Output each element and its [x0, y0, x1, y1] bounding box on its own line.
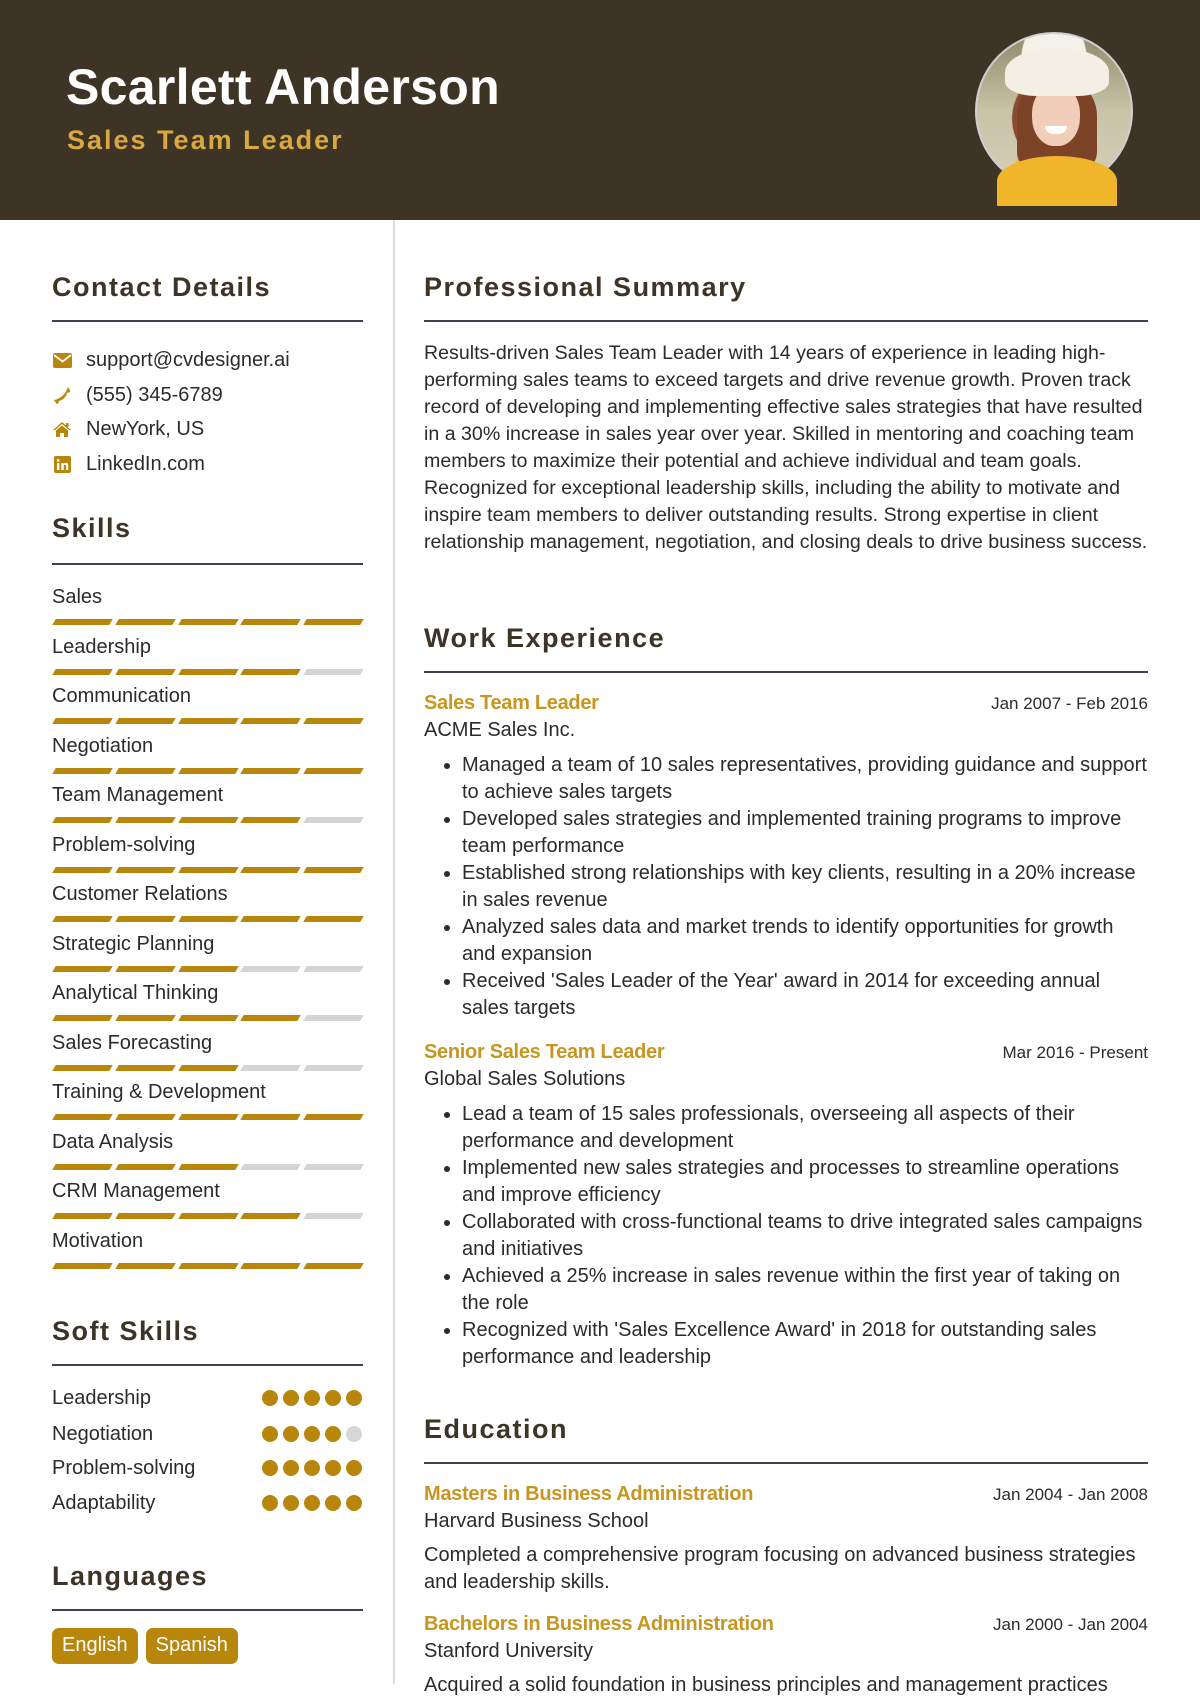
- skill-level-segment: [52, 718, 112, 724]
- phone-icon: [52, 385, 72, 405]
- skill-level-segment: [52, 768, 112, 774]
- rating-dot: [304, 1426, 320, 1442]
- education-description: Completed a comprehensive program focusing on advanced business strategies and leadership skills.: [424, 1544, 1136, 1593]
- skill-label: CRM Management: [52, 1180, 220, 1202]
- rating-dot: [283, 1390, 299, 1406]
- skill-level-segment: [303, 1213, 363, 1219]
- rating-dot: [304, 1495, 320, 1511]
- degree-title: Bachelors in Business Administration: [424, 1613, 774, 1635]
- contact-email-text: support@cvdesigner.ai: [86, 348, 290, 371]
- degree-title: Masters in Business Administration: [424, 1483, 754, 1505]
- skills-heading: Skills: [52, 513, 132, 543]
- skill-item: [52, 1129, 362, 1170]
- skill-level-segment: [178, 916, 238, 922]
- skill-level-segment: [52, 1263, 112, 1269]
- education-dates: Jan 2000 - Jan 2004: [992, 1615, 1148, 1634]
- skill-level-segment: [178, 1015, 238, 1021]
- photo-shirt: [997, 156, 1117, 206]
- summary-rule: [424, 320, 1148, 322]
- languages-list: [52, 1628, 238, 1664]
- rating-dot: [262, 1426, 278, 1442]
- soft-skill-item: [52, 1453, 362, 1483]
- skill-level-segment: [178, 966, 238, 972]
- skill-item: [52, 584, 362, 625]
- skill-level-segment: [52, 619, 112, 625]
- skill-level-segment: [241, 1114, 301, 1120]
- rating-dot: [346, 1426, 362, 1442]
- skill-level-segment: [52, 1164, 112, 1170]
- skill-level-segment: [303, 867, 363, 873]
- contact-location-text: NewYork, US: [86, 417, 205, 440]
- rating-dot: [283, 1460, 299, 1476]
- skill-level-segment: [52, 669, 112, 675]
- skill-level-segment: [52, 1015, 112, 1021]
- skill-level-bar: [52, 768, 362, 774]
- skill-level-bar: [52, 1213, 362, 1219]
- skill-item: [52, 1079, 362, 1120]
- contact-rule: [52, 320, 363, 322]
- skill-level-segment: [241, 669, 301, 675]
- skill-level-segment: [52, 867, 112, 873]
- skill-level-segment: [303, 916, 363, 922]
- skill-level-segment: [178, 867, 238, 873]
- skill-label: Leadership: [52, 635, 151, 658]
- skill-item: [52, 1030, 362, 1071]
- skill-level-bar: [52, 1015, 362, 1021]
- candidate-name: Scarlett Anderson: [66, 59, 500, 115]
- skill-level-segment: [178, 1065, 238, 1071]
- skill-label: Data Analysis: [52, 1130, 174, 1153]
- contact-linkedin-text: LinkedIn.com: [86, 452, 205, 475]
- soft-skill-rating: [262, 1426, 362, 1442]
- skill-item: [52, 634, 362, 675]
- education-entry: [424, 1613, 1148, 1699]
- rating-dot: [325, 1495, 341, 1511]
- job-bullet: • Received 'Sales Leader of the Year' award in 2014 for exceeding annual sales targets: [462, 968, 1148, 1022]
- skill-level-segment: [115, 1114, 175, 1120]
- profile-photo: [975, 32, 1133, 190]
- skill-level-segment: [303, 718, 363, 724]
- skill-level-segment: [241, 1263, 301, 1269]
- skill-item: [52, 1178, 362, 1219]
- rating-dot: [304, 1390, 320, 1406]
- skill-item: [52, 881, 362, 922]
- contact-location: [52, 414, 204, 444]
- skill-item: [52, 980, 362, 1021]
- skill-level-segment: [115, 669, 175, 675]
- work-entry: [424, 692, 1148, 1022]
- soft-skill-label: Problem-solving: [52, 1456, 196, 1479]
- skill-level-segment: [241, 1065, 301, 1071]
- resume-header: [0, 0, 1200, 220]
- work-heading: Work Experience: [424, 623, 666, 653]
- contact-phone-text: (555) 345-6789: [86, 383, 223, 406]
- skill-label: Sales: [52, 586, 103, 608]
- education-heading: Education: [424, 1414, 569, 1444]
- skill-level-bar: [52, 718, 362, 724]
- education-rule: [424, 1462, 1148, 1464]
- skill-level-segment: [303, 1164, 363, 1170]
- rating-dot: [346, 1390, 362, 1406]
- skill-label: Negotiation: [52, 734, 154, 757]
- skill-level-segment: [303, 1015, 363, 1021]
- skill-level-segment: [115, 817, 175, 823]
- job-bullet: • Developed sales strategies and implemented training programs to improve team performance: [462, 806, 1148, 860]
- skill-label: Customer Relations: [52, 883, 228, 905]
- skill-label: Problem-solving: [52, 833, 196, 856]
- skill-level-bar: [52, 1263, 362, 1269]
- skill-level-segment: [303, 1263, 363, 1269]
- rating-dot: [283, 1495, 299, 1511]
- school-name: Harvard Business School: [424, 1510, 649, 1532]
- skill-level-bar: [52, 867, 362, 873]
- skill-level-bar: [52, 669, 362, 675]
- soft-skill-rating: [262, 1390, 362, 1406]
- skill-label: Motivation: [52, 1229, 144, 1252]
- skill-level-segment: [115, 768, 175, 774]
- job-bullet: • Analyzed sales data and market trends to identify opportunities for growth and expansion: [462, 914, 1148, 968]
- column-divider: [393, 220, 395, 1684]
- rating-dot: [346, 1495, 362, 1511]
- skill-label: Training & Development: [52, 1081, 266, 1103]
- company-name: Global Sales Solutions: [424, 1068, 626, 1090]
- skill-level-bar: [52, 817, 362, 823]
- job-bullet: • Collaborated with cross-functional teams to drive integrated sales campaigns and initiatives: [462, 1209, 1148, 1263]
- skill-level-segment: [52, 1114, 112, 1120]
- skill-label: Team Management: [52, 784, 224, 806]
- soft-skill-label: Adaptability: [52, 1491, 156, 1514]
- skill-level-segment: [115, 916, 175, 922]
- soft-skill-label: Negotiation: [52, 1422, 154, 1445]
- linkedin-icon: [52, 454, 72, 474]
- skill-level-segment: [303, 966, 363, 972]
- skill-level-segment: [178, 1164, 238, 1170]
- job-bullet: • Implemented new sales strategies and processes to streamline operations and improve efficiency: [462, 1155, 1148, 1209]
- skill-level-segment: [303, 817, 363, 823]
- skill-level-segment: [178, 619, 238, 625]
- skill-level-segment: [241, 619, 301, 625]
- skill-item: [52, 931, 362, 972]
- contact-phone[interactable]: [52, 380, 223, 410]
- skill-level-segment: [241, 916, 301, 922]
- languages-rule: [52, 1609, 363, 1611]
- soft-skill-item: [52, 1488, 362, 1518]
- job-bullets: [424, 1101, 1148, 1371]
- skill-level-segment: [115, 1213, 175, 1219]
- school-name: Stanford University: [424, 1640, 593, 1662]
- soft-skill-item: [52, 1383, 362, 1413]
- rating-dot: [346, 1460, 362, 1476]
- rating-dot: [325, 1460, 341, 1476]
- skill-level-segment: [115, 718, 175, 724]
- company-name: ACME Sales Inc.: [424, 719, 576, 741]
- job-bullet: • Recognized with 'Sales Excellence Award' in 2018 for outstanding sales performance and leadership: [462, 1317, 1148, 1371]
- languages-heading: Languages: [52, 1561, 209, 1591]
- skill-label: Communication: [52, 685, 191, 707]
- soft-skill-label: Leadership: [52, 1386, 151, 1409]
- skill-level-bar: [52, 619, 362, 625]
- job-title: Sales Team Leader: [424, 692, 599, 714]
- home-icon: [52, 419, 72, 439]
- skill-item: [52, 733, 362, 774]
- summary-heading: Professional Summary: [424, 272, 747, 302]
- skill-label: Sales Forecasting: [52, 1031, 213, 1054]
- contact-email[interactable]: [52, 345, 290, 375]
- skill-level-segment: [115, 1065, 175, 1071]
- skill-level-bar: [52, 916, 362, 922]
- skill-level-segment: [115, 1263, 175, 1269]
- soft-skill-rating: [262, 1460, 362, 1476]
- language-pill-english: English: [52, 1628, 138, 1664]
- skill-level-segment: [303, 768, 363, 774]
- skill-level-segment: [178, 817, 238, 823]
- job-bullets: [424, 752, 1148, 1022]
- skill-level-segment: [303, 1114, 363, 1120]
- skill-level-segment: [241, 867, 301, 873]
- job-dates: Mar 2016 - Present: [1002, 1043, 1148, 1062]
- skill-level-segment: [115, 1015, 175, 1021]
- skill-level-bar: [52, 1065, 362, 1071]
- skill-level-segment: [241, 768, 301, 774]
- skill-level-segment: [241, 1015, 301, 1021]
- education-description: Acquired a solid foundation in business principles and management practices: [424, 1674, 1108, 1696]
- job-bullet: • Lead a team of 15 sales professionals, overseeing all aspects of their performance and development: [462, 1101, 1148, 1155]
- work-entry: [424, 1041, 1148, 1371]
- photo-hat: [1005, 48, 1109, 96]
- rating-dot: [283, 1426, 299, 1442]
- soft-skills-rule: [52, 1364, 363, 1366]
- skill-level-segment: [241, 718, 301, 724]
- skill-label: Analytical Thinking: [52, 982, 219, 1004]
- envelope-icon: [52, 350, 72, 370]
- rating-dot: [304, 1460, 320, 1476]
- skill-level-segment: [303, 669, 363, 675]
- skill-level-segment: [52, 966, 112, 972]
- skill-level-segment: [303, 619, 363, 625]
- skill-level-segment: [115, 1164, 175, 1170]
- candidate-title: Sales Team Leader: [67, 125, 344, 155]
- language-pill-spanish: Spanish: [146, 1628, 238, 1664]
- contact-heading: Contact Details: [52, 272, 272, 302]
- rating-dot: [325, 1390, 341, 1406]
- skill-level-segment: [178, 669, 238, 675]
- rating-dot: [262, 1390, 278, 1406]
- skill-item: [52, 782, 362, 823]
- job-title: Senior Sales Team Leader: [424, 1041, 665, 1063]
- skill-level-segment: [52, 916, 112, 922]
- skill-level-bar: [52, 966, 362, 972]
- skill-level-segment: [241, 1213, 301, 1219]
- education-dates: Jan 2004 - Jan 2008: [992, 1485, 1148, 1504]
- soft-skill-rating: [262, 1495, 362, 1511]
- skill-level-segment: [178, 1263, 238, 1269]
- rating-dot: [262, 1495, 278, 1511]
- job-bullet: • Managed a team of 10 sales representatives, providing guidance and support to achieve sales targets: [462, 752, 1148, 806]
- skill-level-bar: [52, 1164, 362, 1170]
- rating-dot: [325, 1426, 341, 1442]
- skill-level-segment: [115, 619, 175, 625]
- skill-level-segment: [52, 1213, 112, 1219]
- skill-level-segment: [178, 1213, 238, 1219]
- skill-level-segment: [115, 867, 175, 873]
- contact-linkedin[interactable]: [52, 449, 205, 479]
- job-dates: Jan 2007 - Feb 2016: [991, 694, 1148, 713]
- education-entry: [424, 1483, 1148, 1596]
- skill-level-segment: [303, 1065, 363, 1071]
- summary-text: Results-driven Sales Team Leader with 14 years of experience in leading high-performing sales teams to exceed targets and drive revenue growth. Proven track record of developing and implementing effective sales strategies that have resulted in a 30% increase in sales year over year. Skilled in mentoring and coaching team members to maximize their potential and achieve individual and team goals. Recognized for exceptional leadership skills, including the ability to motivate and inspire team members to deliver outstanding results. Strong expertise in client relationship management, negotiation, and closing deals to drive business success.: [424, 342, 1148, 553]
- rating-dot: [262, 1460, 278, 1476]
- work-rule: [424, 671, 1148, 673]
- skill-level-segment: [241, 966, 301, 972]
- skill-item: [52, 1228, 362, 1269]
- skill-item: [52, 832, 362, 873]
- skill-level-segment: [241, 817, 301, 823]
- skill-level-bar: [52, 1114, 362, 1120]
- skill-level-segment: [52, 1065, 112, 1071]
- skill-item: [52, 683, 362, 724]
- soft-skills-heading: Soft Skills: [52, 1316, 200, 1346]
- job-bullet: • Established strong relationships with key clients, resulting in a 20% increase in sales revenue: [462, 860, 1148, 914]
- skill-level-segment: [178, 768, 238, 774]
- soft-skill-item: [52, 1419, 362, 1449]
- skill-level-segment: [241, 1164, 301, 1170]
- skill-level-segment: [52, 817, 112, 823]
- skill-level-segment: [178, 1114, 238, 1120]
- job-bullet: • Achieved a 25% increase in sales revenue within the first year of taking on the role: [462, 1263, 1148, 1317]
- skill-label: Strategic Planning: [52, 932, 215, 955]
- skill-level-segment: [115, 966, 175, 972]
- skill-level-segment: [178, 718, 238, 724]
- skills-rule: [52, 563, 363, 565]
